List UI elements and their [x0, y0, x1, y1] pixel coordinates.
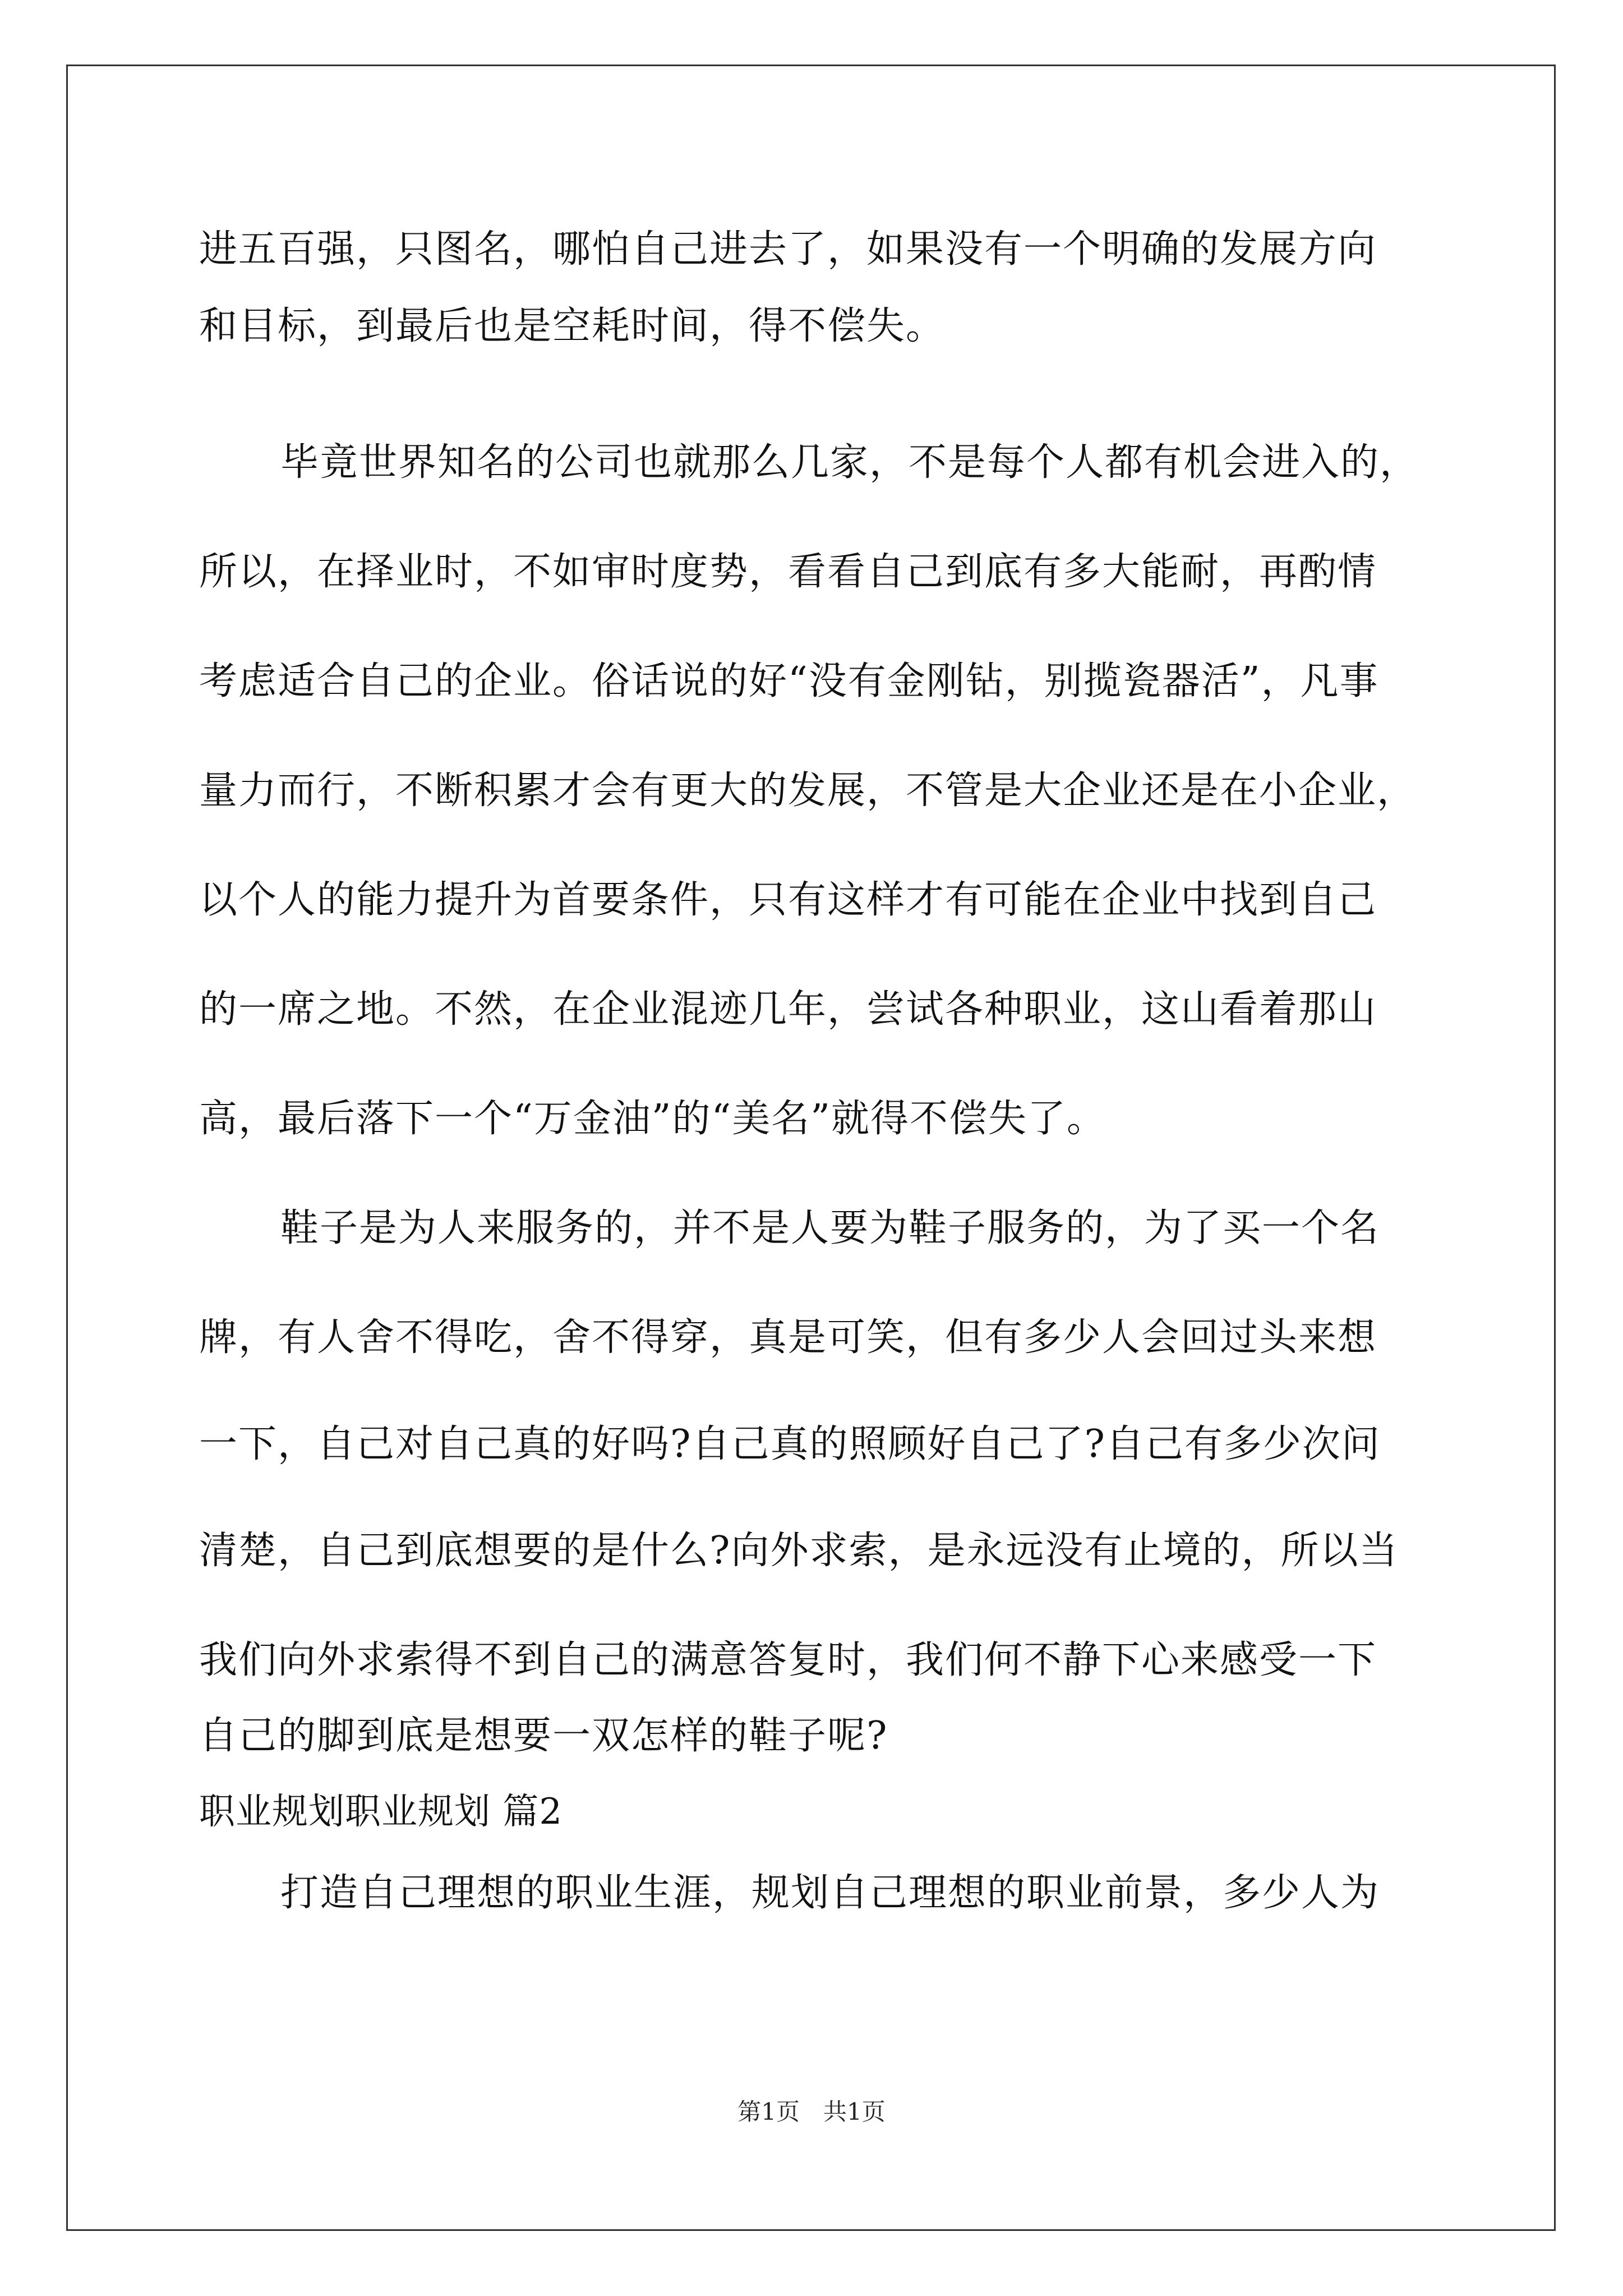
text-line: 所以，在择业时，不如审时度势，看看自己到底有多大能耐，再酌情 — [199, 550, 1377, 594]
text-line: 我们向外求索得不到自己的满意答复时，我们何不静下心来感受一下 — [199, 1638, 1377, 1682]
text-line: 鞋子是为人来服务的，并不是人要为鞋子服务的，为了买一个名 — [280, 1206, 1380, 1250]
text-line: 打造自己理想的职业生涯，规划自己理想的职业前景，多少人为 — [280, 1871, 1380, 1915]
text-line: 清楚，自己到底想要的是什么?向外求索，是永远没有止境的，所以当 — [199, 1529, 1399, 1573]
text-line: 牌，有人舍不得吃，舍不得穿，真是可笑，但有多少人会回过头来想 — [199, 1315, 1377, 1360]
text-line: 考虑适合自己的企业。俗话说的好“没有金刚钻，别揽瓷器活”，凡事 — [199, 659, 1379, 703]
text-line: 毕竟世界知名的公司也就那么几家，不是每个人都有机会进入的， — [280, 440, 1419, 485]
text-line: 和目标，到最后也是空耗时间，得不偿失。 — [199, 304, 946, 348]
text-line: 进五百强，只图名，哪怕自己进去了，如果没有一个明确的发展方向 — [199, 227, 1377, 272]
text-line: 高，最后落下一个“万金油”的“美名”就得不偿失了。 — [199, 1097, 1106, 1141]
text-line: 量力而行，不断积累才会有更大的发展，不管是大企业还是在小企业， — [199, 769, 1417, 813]
text-line: 自己的脚到底是想要一双怎样的鞋子呢? — [199, 1714, 888, 1758]
text-line: 以个人的能力提升为首要条件，只有这样才有可能在企业中找到自己 — [199, 878, 1377, 922]
section-heading: 职业规划职业规划 篇2 — [199, 1791, 563, 1833]
text-line: 一下，自己对自己真的好吗?自己真的照顾好自己了?自己有多少次问 — [199, 1422, 1381, 1466]
text-line: 的一席之地。不然，在企业混迹几年，尝试各种职业，这山看着那山 — [199, 987, 1377, 1032]
page-footer: 第1页 共1页 — [737, 2098, 886, 2125]
